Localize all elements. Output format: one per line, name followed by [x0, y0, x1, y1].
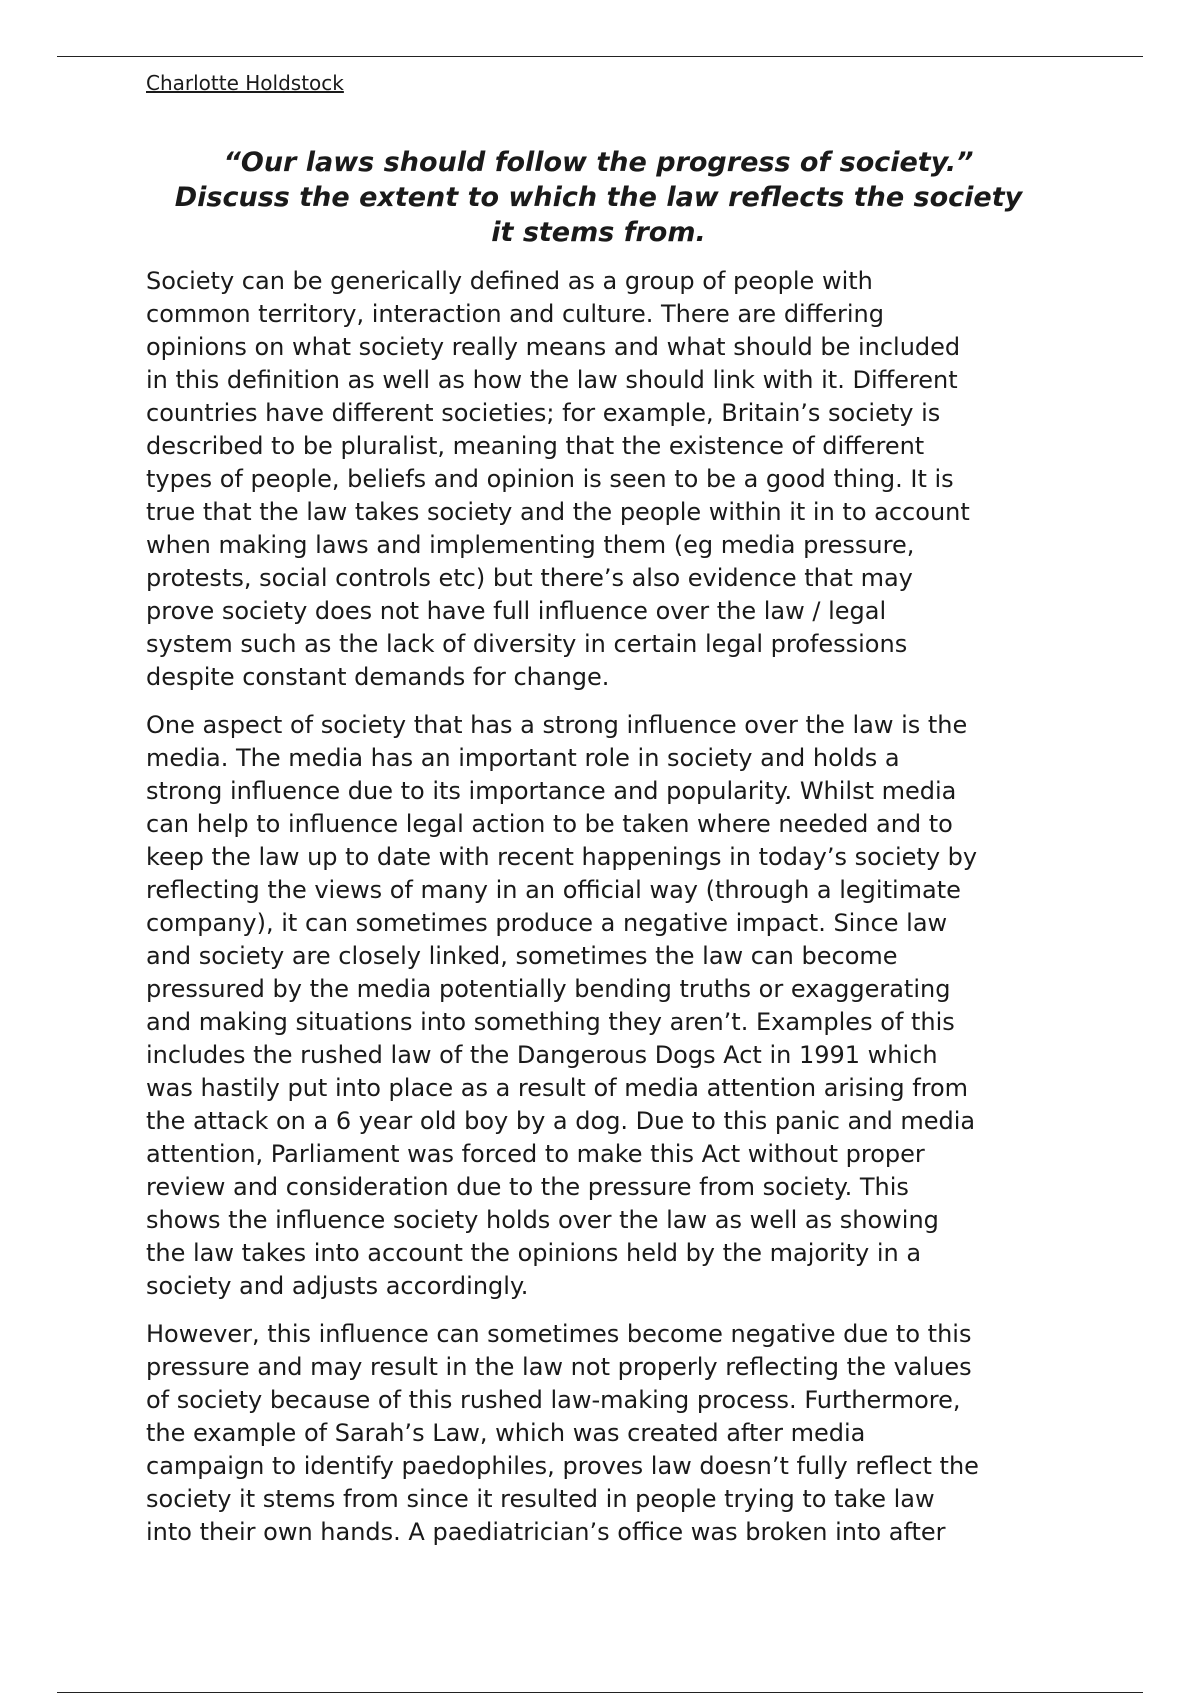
paragraph-1: [146, 265, 1076, 694]
text-line: opinions on what society really means and what should be included: [146, 333, 961, 361]
text-line: society and adjusts accordingly.: [146, 1272, 529, 1300]
author-name: Charlotte Holdstock: [146, 71, 344, 95]
paragraph-3: [146, 1318, 1076, 1549]
text-line: company), it can sometimes produce a negative impact. Since law: [146, 909, 948, 937]
text-line: system such as the lack of diversity in certain legal professions: [146, 630, 908, 658]
text-line: attention, Parliament was forced to make this Act without proper: [146, 1140, 925, 1168]
text-line: and making situations into something they aren’t. Examples of this: [146, 1008, 955, 1036]
text-line: the example of Sarah’s Law, which was created after media: [146, 1419, 866, 1447]
title-line: “Our laws should follow the progress of society.”: [223, 147, 974, 178]
text-line: campaign to identify paedophiles, proves law doesn’t fully reflect the: [146, 1452, 979, 1480]
title-line: it stems from.: [491, 217, 706, 248]
footer-rule: [57, 1692, 1143, 1693]
text-line: countries have different societies; for example, Britain’s society is: [146, 399, 941, 427]
text-line: review and consideration due to the pressure from society. This: [146, 1173, 909, 1201]
text-line: and society are closely linked, sometimes the law can become: [146, 942, 898, 970]
text-line: pressured by the media potentially bending truths or exaggerating: [146, 975, 951, 1003]
text-line: includes the rushed law of the Dangerous Dogs Act in 1991 which: [146, 1041, 938, 1069]
title-line: Discuss the extent to which the law reflects the society: [174, 182, 1023, 213]
text-line: society it stems from since it resulted in people trying to take law: [146, 1485, 935, 1513]
text-line: described to be pluralist, meaning that the existence of different: [146, 432, 925, 460]
text-line: One aspect of society that has a strong influence over the law is the: [146, 711, 968, 739]
text-line: protests, social controls etc) but there’s also evidence that may: [146, 564, 913, 592]
text-line: the attack on a 6 year old boy by a dog. Due to this panic and media: [146, 1107, 976, 1135]
header-rule: [57, 56, 1143, 57]
text-line: when making laws and implementing them (eg media pressure,: [146, 531, 915, 559]
text-line: despite constant demands for change.: [146, 663, 610, 691]
text-line: pressure and may result in the law not properly reflecting the values: [146, 1353, 972, 1381]
text-line: prove society does not have full influence over the law / legal: [146, 597, 887, 625]
text-line: the law takes into account the opinions held by the majority in a: [146, 1239, 922, 1267]
text-line: strong influence due to its importance and popularity. Whilst media: [146, 777, 957, 805]
text-line: can help to influence legal action to be taken where needed and to: [146, 810, 953, 838]
text-line: media. The media has an important role in society and holds a: [146, 744, 900, 772]
essay-body: [146, 265, 1076, 1564]
text-line: Society can be generically defined as a group of people with: [146, 267, 873, 295]
text-line: shows the influence society holds over the law as well as showing: [146, 1206, 939, 1234]
text-line: was hastily put into place as a result of media attention arising from: [146, 1074, 969, 1102]
text-line: However, this influence can sometimes become negative due to this: [146, 1320, 972, 1348]
text-line: in this definition as well as how the law should link with it. Different: [146, 366, 958, 394]
essay-title: [146, 145, 1051, 250]
text-line: of society because of this rushed law-making process. Furthermore,: [146, 1386, 961, 1414]
paragraph-2: [146, 709, 1076, 1303]
text-line: reflecting the views of many in an official way (through a legitimate: [146, 876, 961, 904]
text-line: common territory, interaction and culture. There are differing: [146, 300, 884, 328]
text-line: types of people, beliefs and opinion is seen to be a good thing. It is: [146, 465, 954, 493]
text-line: true that the law takes society and the people within it in to account: [146, 498, 970, 526]
text-line: into their own hands. A paediatrician’s office was broken into after: [146, 1518, 946, 1546]
text-line: keep the law up to date with recent happenings in today’s society by: [146, 843, 978, 871]
